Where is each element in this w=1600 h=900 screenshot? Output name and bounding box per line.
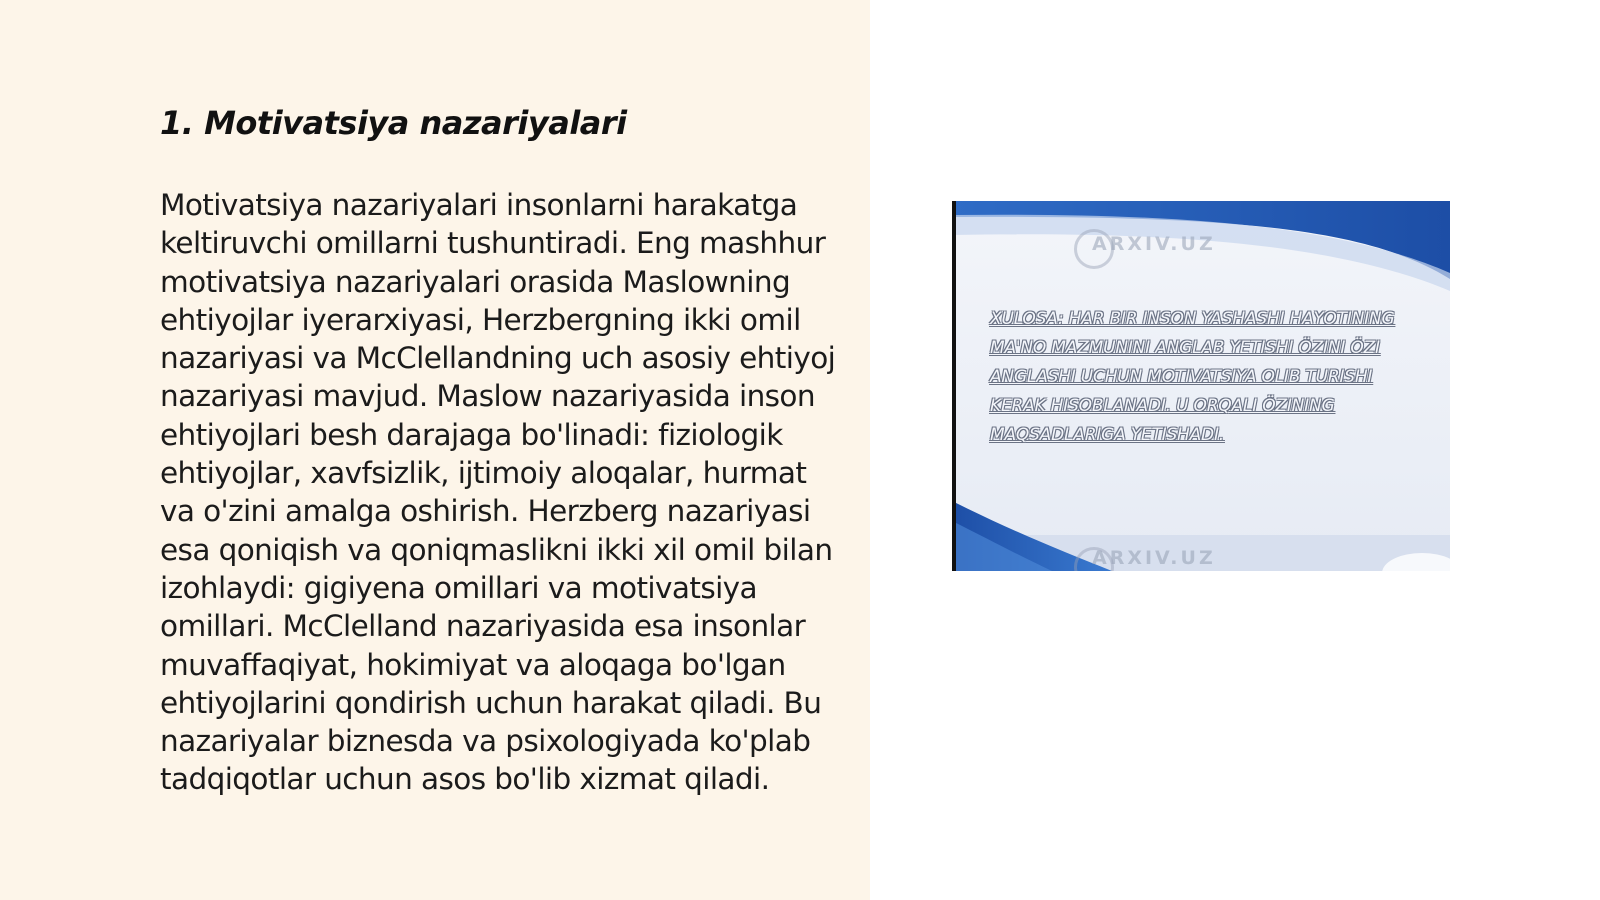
watermark-bottom: ARXIV.UZ (1092, 547, 1216, 569)
image-left-border (952, 201, 956, 571)
image-conclusion-text: XULOSA: HAR BIR INSON YASHASHI HAYOTINING MA'NO MAZMUNINI ANGLAB YETISHI ÖZINI ÖZI ANGLASHI UCHUN MOTIVATSIYA OLIB TURISHI KERAK HISOBLANADI. U ORQALI ÖZINING MAQSADLARIGA YETISHADI. (990, 309, 1395, 445)
slide-body-text: Motivatsiya nazariyalari insonlarni harakatga keltiruvchi omillarni tushuntiradi. Eng mashhur motivatsiya nazariyalari orasida Maslowning ehtiyojlar iyerarxiyasi, Herzbergning ikki omil nazariyasi va McClellandning uch asosiy ehtiyoj nazariyasi mavjud. Maslow nazariyasida inson ehtiyojlari besh darajaga bo'linadi: fiziologik ehtiyojlar, xavfsizlik, ijtimoiy aloqalar, hurmat va o'zini amalga oshirish. Herzberg nazariyasi esa qoniqish va qoniqmaslikni ikki xil omil bilan izohlaydi: gigiyena omillari va motivatsiya omillari. McClelland nazariyasida esa insonlar muvaffaqiyat, hokimiyat va aloqaga bo'lgan ehtiyojlarini qondirish uchun harakat qiladi. Bu nazariyalar biznesda va psixologiyada ko'plab tadqiqotlar uchun asos bo'lib xizmat qiladi. (160, 188, 836, 797)
slide-title: 1. Motivatsiya nazariyalari (160, 104, 627, 142)
watermark-top: ARXIV.UZ (1092, 233, 1216, 255)
conclusion-slide-image (952, 201, 1450, 571)
